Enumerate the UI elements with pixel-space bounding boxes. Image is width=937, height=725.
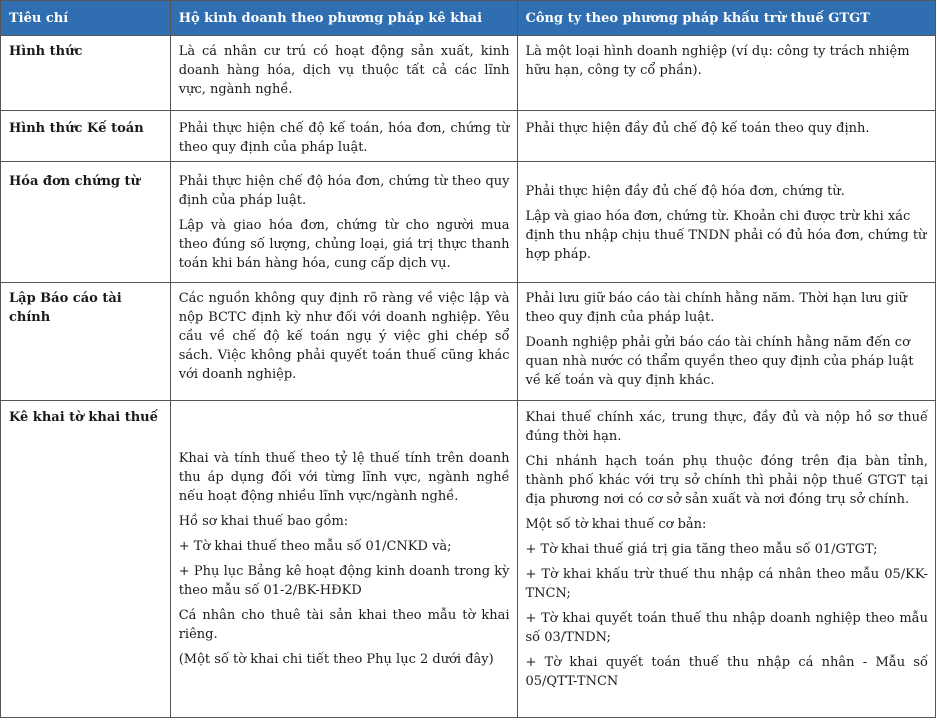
criterion-cell: Hình thức Kế toán bbox=[1, 111, 171, 162]
household-cell bbox=[170, 111, 517, 162]
company-text: Là một loại hình doanh nghiệp (ví dụ: công ty trách nhiệm hữu hạn, công ty cổ phần). bbox=[525, 44, 910, 78]
company-cell bbox=[517, 162, 936, 283]
household-cell bbox=[170, 401, 517, 718]
table-row bbox=[1, 111, 936, 162]
header-criterion: Tiêu chí bbox=[1, 1, 171, 36]
company-text: + Tờ khai quyết toán thuế thu nhập cá nhân - Mẫu số 05/QTT-TNCN bbox=[525, 655, 928, 689]
household-text: Cá nhân cho thuê tài sản khai theo mẫu tờ khai riêng. bbox=[178, 608, 510, 642]
company-text: + Tờ khai thuế giá trị gia tăng theo mẫu số 01/GTGT; bbox=[525, 542, 878, 557]
household-text: Là cá nhân cư trú có hoạt động sản xuất, kinh doanh hàng hóa, dịch vụ thuộc tất cả các lĩnh vực, ngành nghề. bbox=[178, 44, 510, 97]
household-cell bbox=[170, 36, 517, 111]
household-text: (Một số tờ khai chi tiết theo Phụ lục 2 dưới đây) bbox=[178, 652, 494, 667]
household-text: Lập và giao hóa đơn, chứng từ cho người mua theo đúng số lượng, chủng loại, giá trị thực thanh toán khi bán hàng hóa, cung cấp dịch vụ. bbox=[178, 218, 510, 271]
company-text: Phải thực hiện đầy đủ chế độ hóa đơn, chứng từ. bbox=[525, 184, 845, 199]
household-text: Khai và tính thuế theo tỷ lệ thuế tính trên doanh thu áp dụng đối với từng lĩnh vực, ngành nghề nếu hoạt động nhiều lĩnh vực/ngành nghề. bbox=[178, 451, 510, 504]
household-text: + Phụ lục Bảng kê hoạt động kinh doanh trong kỳ theo mẫu số 01-2/BK-HĐKD bbox=[178, 564, 510, 598]
table-row bbox=[1, 36, 936, 111]
company-text: Phải lưu giữ báo cáo tài chính hằng năm. Thời hạn lưu giữ theo quy định của pháp luật. bbox=[525, 291, 907, 325]
company-cell bbox=[517, 283, 936, 401]
criterion-cell: Hình thức bbox=[1, 36, 171, 111]
header-household: Hộ kinh doanh theo phương pháp kê khai bbox=[170, 1, 517, 36]
household-text: Phải thực hiện chế độ hóa đơn, chứng từ theo quy định của pháp luật. bbox=[178, 174, 510, 208]
household-cell bbox=[170, 283, 517, 401]
header-company: Công ty theo phương pháp khấu trừ thuế GTGT bbox=[517, 1, 936, 36]
table-row bbox=[1, 283, 936, 401]
household-text: + Tờ khai thuế theo mẫu số 01/CNKD và; bbox=[178, 539, 452, 554]
household-text: Hồ sơ khai thuế bao gồm: bbox=[178, 514, 349, 529]
company-text: + Tờ khai khấu trừ thuế thu nhập cá nhân theo mẫu 05/KK-TNCN; bbox=[525, 567, 928, 601]
table-row bbox=[1, 162, 936, 283]
criterion-cell: Kê khai tờ khai thuế bbox=[1, 401, 171, 718]
household-text: Các nguồn không quy định rõ ràng về việc lập và nộp BCTC định kỳ như đối với doanh nghiệp. Yêu cầu về chế độ kế toán ngụ ý việc ghi chép sổ sách. Việc không phải quyết toán thuế cũng khác với doanh nghiệp. bbox=[178, 291, 510, 382]
company-text: Doanh nghiệp phải gửi báo cáo tài chính hằng năm đến cơ quan nhà nước có thẩm quyền theo quy định của pháp luật về kế toán và quy định khác. bbox=[525, 335, 914, 388]
company-text: + Tờ khai quyết toán thuế thu nhập doanh nghiệp theo mẫu số 03/TNDN; bbox=[525, 611, 928, 645]
company-text: Phải thực hiện đầy đủ chế độ kế toán theo quy định. bbox=[525, 121, 870, 136]
criterion-cell: Lập Báo cáo tài chính bbox=[1, 283, 171, 401]
company-text: Chi nhánh hạch toán phụ thuộc đóng trên địa bàn tỉnh, thành phố khác với trụ sở chính thì phải nộp thuế GTGT tại địa phương nơi có cơ sở sản xuất và nơi đóng trụ sở chính. bbox=[525, 454, 928, 507]
company-cell bbox=[517, 401, 936, 718]
company-cell bbox=[517, 111, 936, 162]
company-text: Lập và giao hóa đơn, chứng từ. Khoản chi được trừ khi xác định thu nhập chịu thuế TNDN phải có đủ hóa đơn, chứng từ hợp pháp. bbox=[525, 209, 927, 262]
household-text: Phải thực hiện chế độ kế toán, hóa đơn, chứng từ theo quy định của pháp luật. bbox=[178, 121, 510, 155]
company-cell bbox=[517, 36, 936, 111]
table-row bbox=[1, 401, 936, 718]
household-cell bbox=[170, 162, 517, 283]
criterion-cell: Hóa đơn chứng từ bbox=[1, 162, 171, 283]
table-header-row bbox=[1, 1, 936, 36]
company-text: Khai thuế chính xác, trung thực, đầy đủ và nộp hồ sơ thuế đúng thời hạn. bbox=[525, 410, 928, 444]
company-text: Một số tờ khai thuế cơ bản: bbox=[525, 517, 707, 532]
